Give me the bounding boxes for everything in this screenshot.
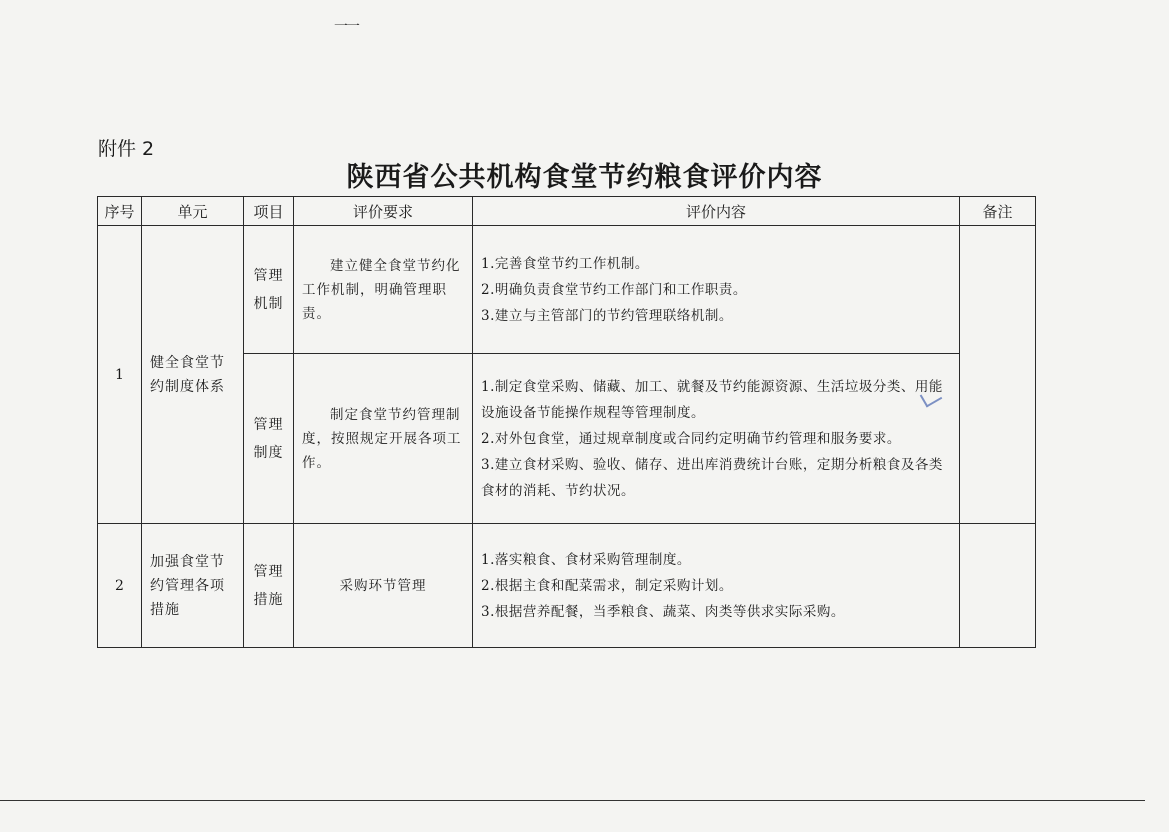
header-requirement: 评价要求 [294, 197, 473, 226]
header-seq: 序号 [98, 197, 142, 226]
row-content [473, 226, 960, 354]
document-title: 陕西省公共机构食堂节约粮食评价内容 [346, 162, 823, 193]
header-item: 项目 [244, 197, 294, 226]
row-note [960, 226, 1036, 524]
row-content [473, 354, 960, 524]
header-unit: 单元 [142, 197, 244, 226]
row-unit: 健全食堂节约制度体系 [142, 226, 244, 524]
table-header-row [98, 197, 1036, 226]
content-line: 2.对外包食堂，通过规章制度或合同约定明确节约管理和服务要求。 [481, 430, 901, 447]
row-content [473, 524, 960, 648]
content-line: 1.落实粮食、食材采购管理制度。 [481, 551, 691, 568]
row-seq: 1 [98, 226, 142, 524]
row-requirement: 采购环节管理 [294, 524, 473, 648]
top-dash-mark: 一一 [334, 19, 358, 35]
row-item: 管理机制 [244, 226, 294, 354]
footer-divider [0, 800, 1145, 801]
content-line: 1.完善食堂节约工作机制。 [481, 255, 649, 272]
row-item: 管理制度 [244, 354, 294, 524]
row-requirement: 制定食堂节约管理制度，按照规定开展各项工作。 [294, 354, 473, 524]
content-line: 2.根据主食和配菜需求，制定采购计划。 [481, 577, 733, 594]
header-note: 备注 [960, 197, 1036, 226]
content-line: 2.明确负责食堂节约工作部门和工作职责。 [481, 281, 747, 298]
content-line: 3.建立食材采购、验收、储存、进出库消费统计台账，定期分析粮食及各类食材的消耗、节约状况。 [481, 456, 943, 499]
header-content: 评价内容 [473, 197, 960, 226]
content-line: 1.制定食堂采购、储藏、加工、就餐及节约能源资源、生活垃圾分类、用能设施设备节能操作规程等管理制度。 [481, 378, 943, 421]
evaluation-table [97, 196, 1036, 648]
row-item: 管理措施 [244, 524, 294, 648]
row-requirement: 建立健全食堂节约化工作机制，明确管理职责。 [294, 226, 473, 354]
row-seq: 2 [98, 524, 142, 648]
table-row [98, 524, 1036, 648]
table-row [98, 226, 1036, 354]
row-unit: 加强食堂节约管理各项措施 [142, 524, 244, 648]
content-line: 3.建立与主管部门的节约管理联络机制。 [481, 307, 733, 324]
attachment-label: 附件 2 [98, 138, 155, 160]
row-note [960, 524, 1036, 648]
content-line: 3.根据营养配餐，当季粮食、蔬菜、肉类等供求实际采购。 [481, 603, 845, 620]
